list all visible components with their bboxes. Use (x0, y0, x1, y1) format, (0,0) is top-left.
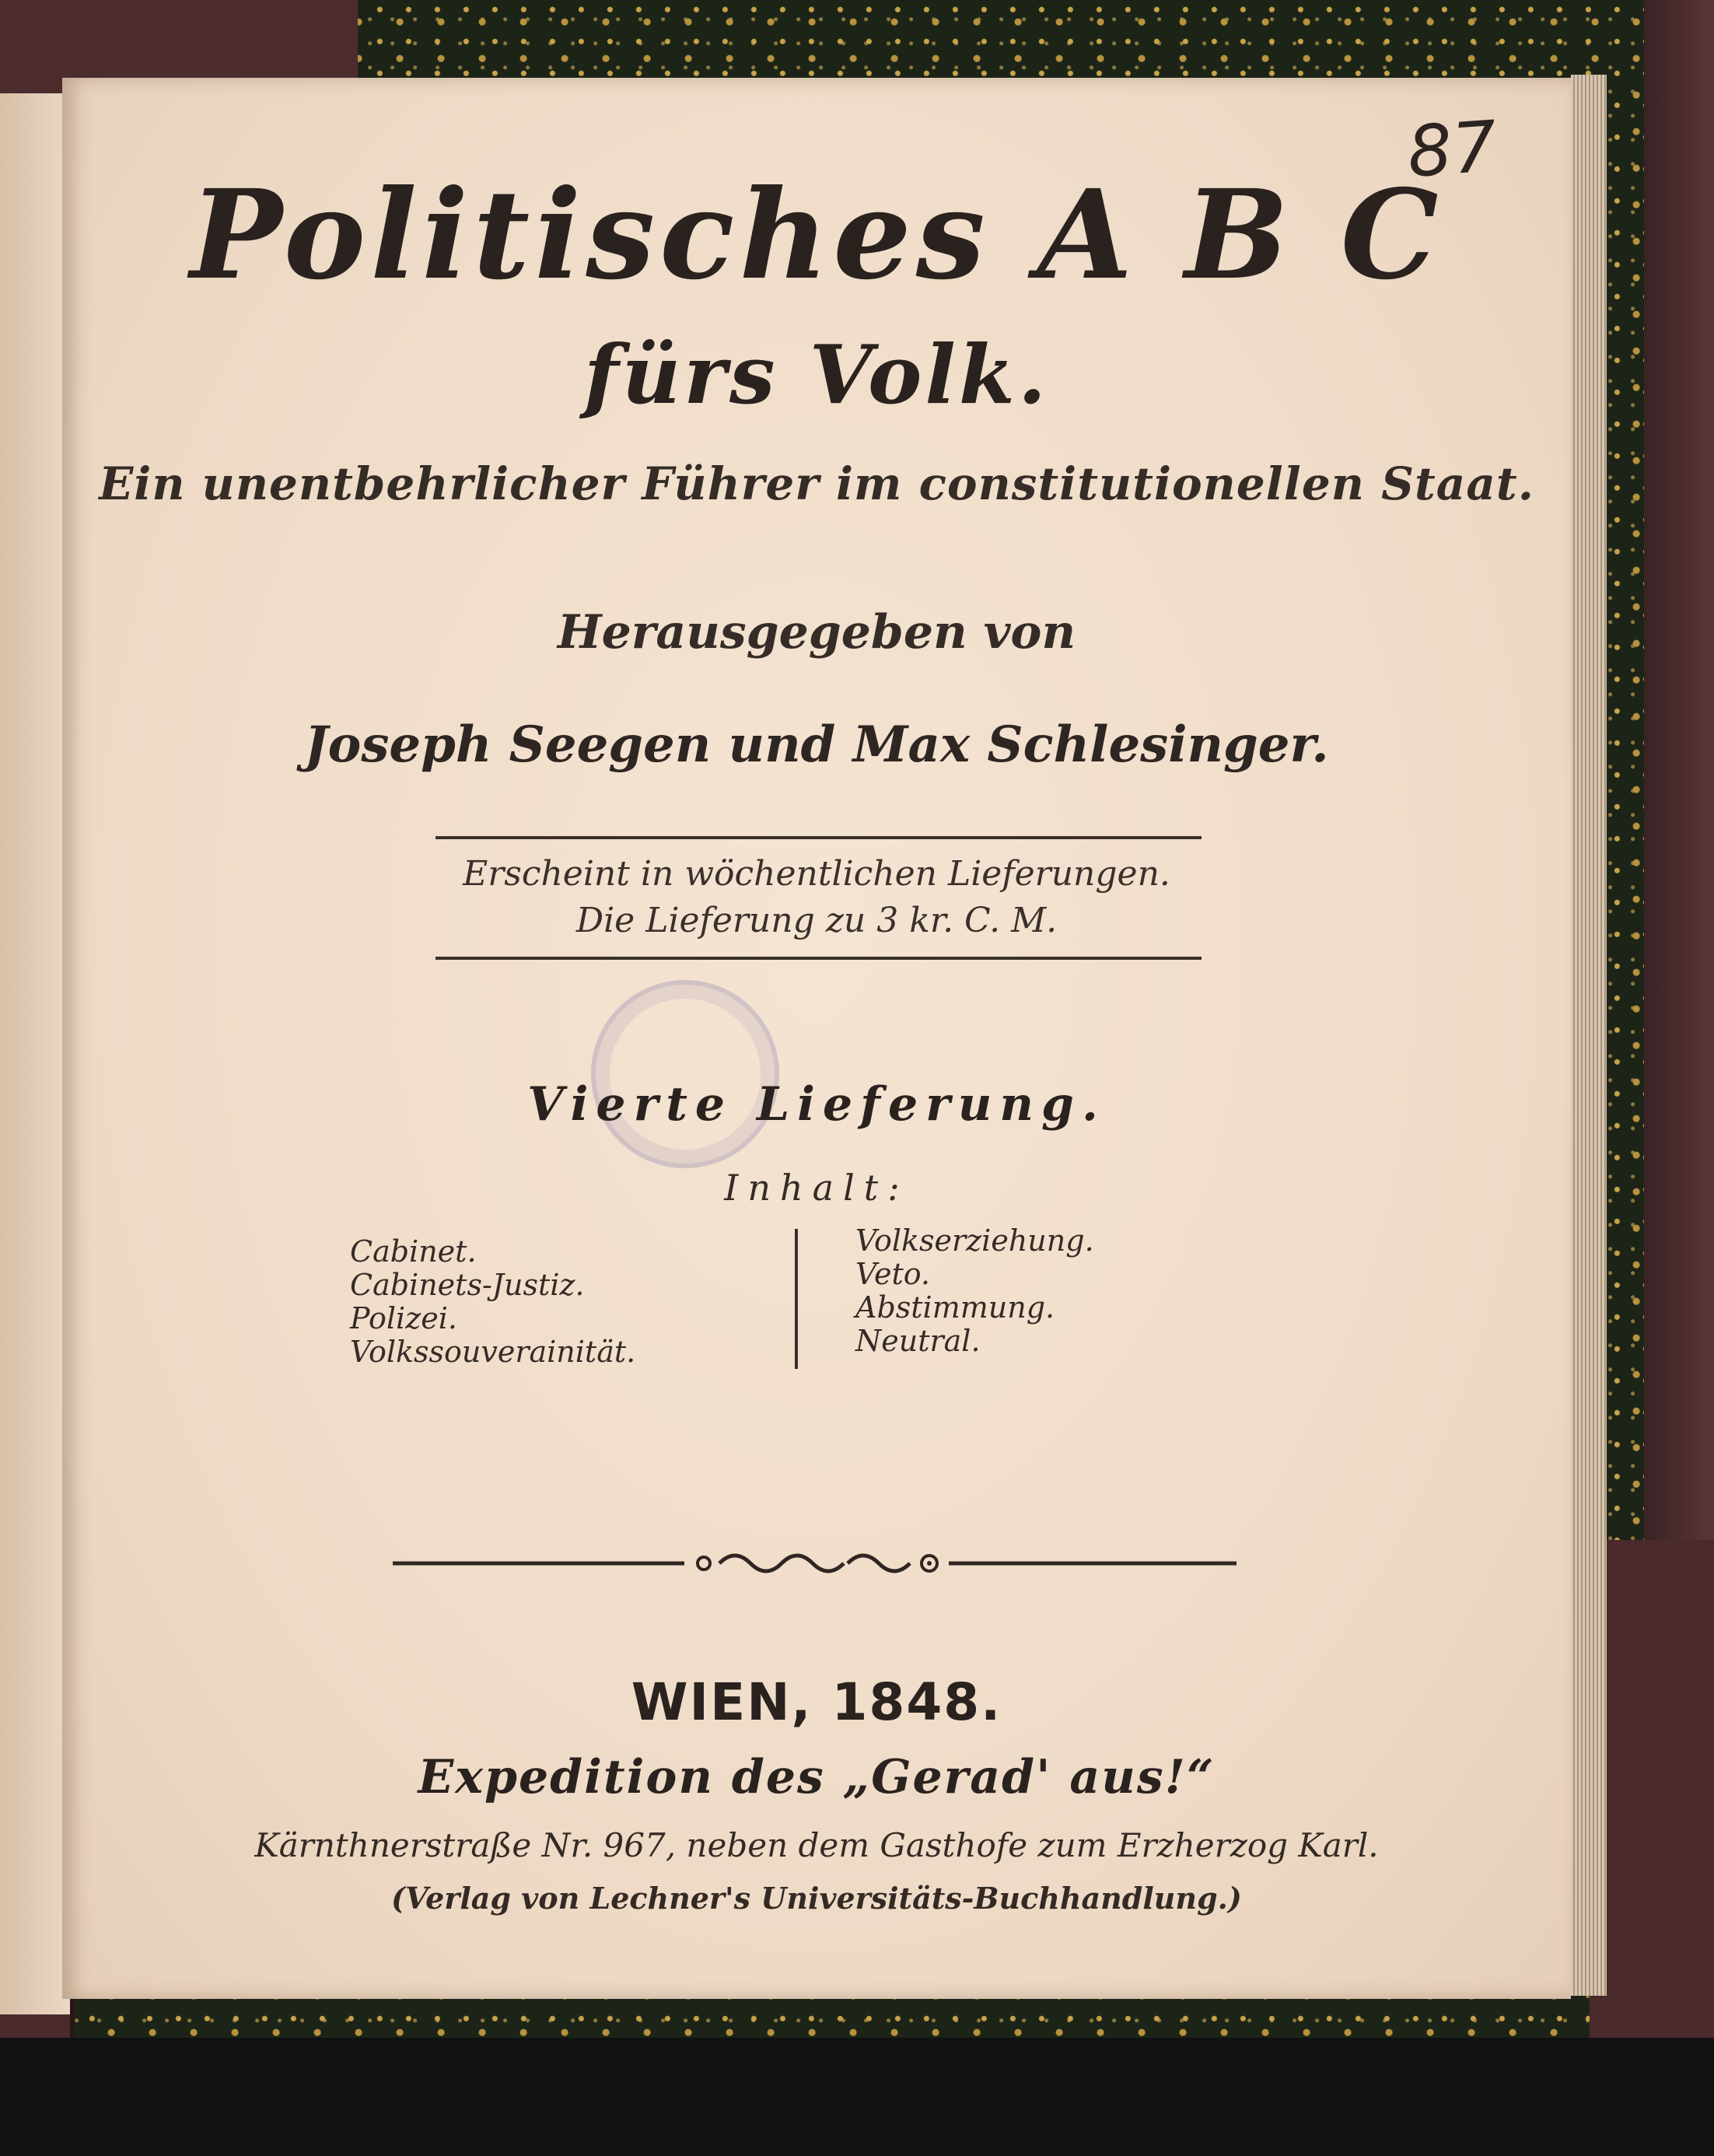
contents-label: Inhalt: (724, 1167, 909, 1209)
contents-right-column (855, 1224, 1094, 1358)
contents-item: Neutral. (855, 1324, 981, 1358)
editors: Joseph Seegen und Max Schlesinger. (304, 716, 1329, 774)
contents-item: Cabinet. (350, 1234, 477, 1269)
imprint-expedition: Expedition des „Gerad' aus!“ (418, 1750, 1216, 1804)
issue-number: Vierte Lieferung. (527, 1077, 1106, 1132)
contents-item: Volkserziehung. (855, 1223, 1094, 1258)
contents-left-column (350, 1235, 635, 1369)
page-edge-stack (1571, 75, 1607, 1996)
imprint-address: Kärnthnerstraße Nr. 967, neben dem Gasthofe zum Erzherzog Karl. (254, 1826, 1379, 1864)
contents-item: Abstimmung. (855, 1290, 1055, 1325)
contents-item: Polizei. (350, 1301, 457, 1335)
imprint-publisher: (Verlag von Lechner's Universitäts-Buchhandlung.) (391, 1881, 1242, 1916)
inventory-number: 87 (1404, 106, 1500, 194)
contents-item: Volkssouverainität. (350, 1335, 636, 1369)
rule-top (435, 836, 1202, 839)
contents-divider (795, 1229, 798, 1369)
editor-label: Herausgegeben von (557, 605, 1076, 660)
page-subtitle: fürs Volk. (583, 327, 1050, 422)
publication-info-line1: Erscheint in wöchentlichen Lieferungen. (463, 854, 1170, 894)
contents-item: Cabinets-Justiz. (350, 1268, 585, 1302)
imprint-city-year: WIEN, 1848. (631, 1672, 1002, 1732)
library-stamp (591, 980, 779, 1168)
publication-info-line2: Die Lieferung zu 3 kr. C. M. (575, 901, 1058, 940)
binding-right-corner (1590, 1540, 1714, 2038)
rule-bottom (435, 957, 1202, 960)
ornament-divider (62, 1540, 1571, 1587)
background-strip (0, 2038, 1714, 2156)
facing-page-edge (0, 93, 70, 2014)
contents-item: Veto. (855, 1257, 931, 1291)
title-page (62, 78, 1571, 1999)
page-title: Politisches A B C (190, 163, 1443, 307)
tagline: Ein unentbehrlicher Führer im constitutionellen Staat. (99, 457, 1534, 510)
